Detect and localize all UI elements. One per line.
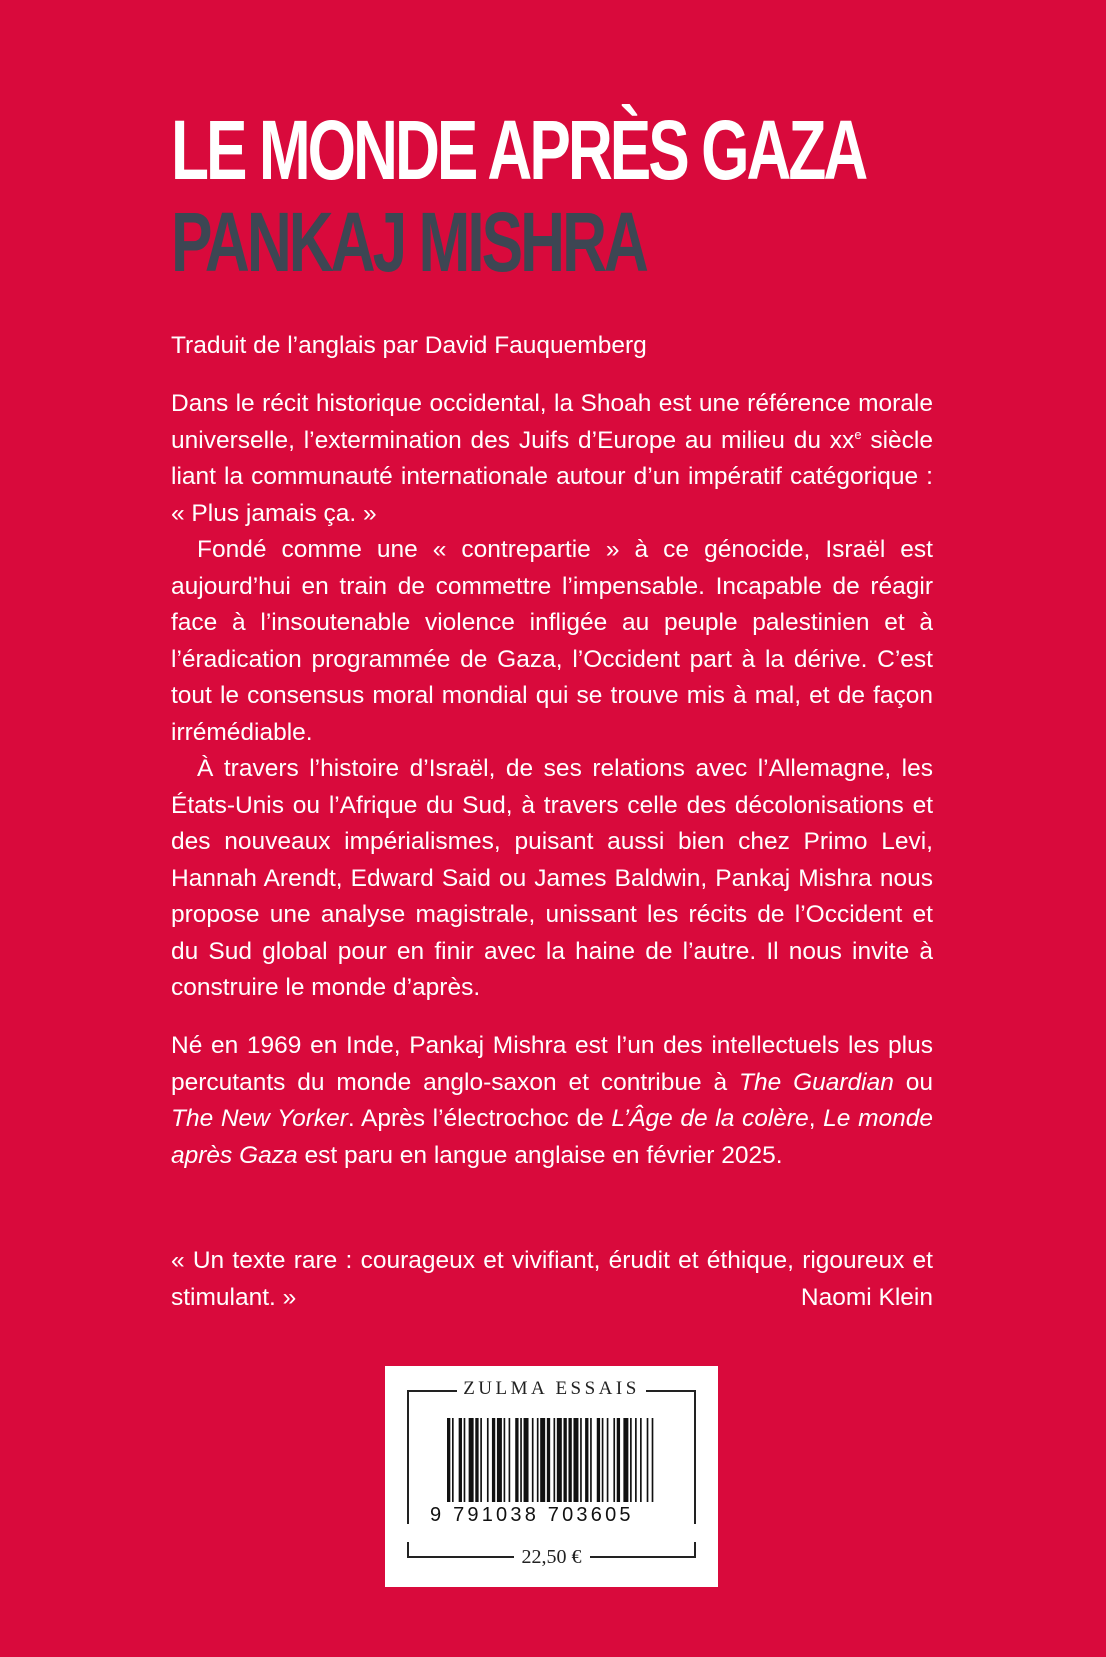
bio-paragraph xyxy=(171,1028,933,1174)
bio-italic-newyorker: The New Yorker xyxy=(171,1105,348,1132)
bio-italic-title: Le monde après Gaza xyxy=(171,1105,933,1169)
barcode-bar xyxy=(515,1418,518,1502)
barcode-bar xyxy=(475,1418,478,1502)
barcode-bar xyxy=(480,1418,482,1502)
bio-text-4: , xyxy=(808,1105,824,1132)
series-text: ZULMA ESSAIS xyxy=(457,1378,646,1399)
author-bio xyxy=(171,1028,933,1174)
century-superscript: e xyxy=(854,426,862,442)
barcode-bar xyxy=(537,1418,539,1502)
barcode-bar xyxy=(613,1418,615,1502)
barcode-bar xyxy=(597,1418,600,1502)
barcode-bar xyxy=(487,1418,489,1502)
barcode-bar xyxy=(464,1418,466,1502)
barcode-bar xyxy=(532,1418,534,1502)
barcode-bar xyxy=(553,1418,555,1502)
barcode-bar xyxy=(557,1418,562,1502)
barcode-bar xyxy=(520,1418,522,1502)
barcode-bar xyxy=(590,1418,592,1502)
press-quote xyxy=(171,1243,933,1316)
bio-italic-age-colere: L’Âge de la colère xyxy=(611,1105,809,1132)
bio-italic-guardian: The Guardian xyxy=(739,1068,894,1096)
barcode-bar xyxy=(585,1418,588,1502)
frame-right-side xyxy=(694,1404,696,1524)
bio-text-2: ou xyxy=(893,1068,934,1096)
summary-p1-part-a: Dans le récit historique occidental, la Shoah est une référence morale universelle, l’extermination des Juifs d’Europe au milieu du xx xyxy=(171,390,933,454)
translator-credit xyxy=(171,328,933,365)
barcode-bar xyxy=(573,1418,578,1502)
barcode-bar xyxy=(447,1418,450,1502)
summary-paragraph-2: Fondé comme une « contrepartie » à ce génocide, Israël est aujourd’hui en train de commettre l’impensable. Incapable de réagir face à l’insoutenable violence infligée au peuple palestinien et à l’éradication programmée de Gaza, l’Occident part à la dérive. C’est tout le consensus moral mondial qui se trouve mis à mal, et de façon irrémédiable. xyxy=(171,536,933,746)
barcode-bar xyxy=(607,1418,609,1502)
bio-text-3: . Après l’électrochoc de xyxy=(347,1105,612,1132)
barcode-label xyxy=(385,1366,718,1587)
barcode-bar xyxy=(540,1418,545,1502)
isbn-number: 9 791038 703605 xyxy=(430,1504,634,1526)
barcode-bar xyxy=(635,1418,637,1502)
barcode-bar xyxy=(524,1418,529,1502)
barcode-bars xyxy=(447,1418,655,1502)
barcode-bar xyxy=(497,1418,502,1502)
frame-left-side xyxy=(407,1404,409,1524)
barcode-bar xyxy=(623,1418,628,1502)
barcode-bar xyxy=(568,1418,571,1502)
summary-paragraph-3: À travers l’histoire d’Israël, de ses relations avec l’Allemagne, les États-Unis ou l’Afrique du Sud, à travers celle des décolonisations et des nouveaux impérialismes, puisant aussi bien chez Primo Levi, Hannah Arendt, Edward Said ou James Baldwin, Pankaj Mishra nous propose une analyse magistrale, unissant les récits de l’Occident et du Sud global pour en finir avec la haine de l’autre. Il nous invite à construire le monde d’après. xyxy=(171,755,933,1001)
translator-line: Traduit de l’anglais par David Fauquemberg xyxy=(171,332,647,359)
barcode-bar xyxy=(469,1418,474,1502)
bio-text-1: Né en 1969 en Inde, Pankaj Mishra est l’un des intellectuels les plus percutants du monde anglo-saxon et contribue à xyxy=(171,1032,933,1096)
price-text: 22,50 € xyxy=(514,1546,590,1568)
barcode-bar xyxy=(509,1418,511,1502)
quote-author: Naomi Klein xyxy=(800,1283,933,1311)
summary-section xyxy=(171,386,933,1007)
barcode-bar xyxy=(630,1418,632,1502)
barcode-bar xyxy=(647,1418,649,1502)
barcode-bar xyxy=(602,1418,604,1502)
barcode-bar xyxy=(547,1418,550,1502)
summary-p1-part-b: siècle liant la communauté internationale autour d’un impératif catégorique : « Plus jamais ça. » xyxy=(171,426,933,527)
barcode-bar xyxy=(563,1418,566,1502)
bio-text-5: est paru en langue anglaise en février 2025. xyxy=(297,1141,783,1169)
barcode-bar xyxy=(617,1418,620,1502)
summary-paragraph-1 xyxy=(171,386,933,532)
quote-text xyxy=(171,1243,933,1316)
quote-body: « Un texte rare : courageux et vivifiant, érudit et éthique, rigoureux et stimulant. » xyxy=(171,1247,933,1311)
book-author: PANKAJ MISHRA xyxy=(171,195,646,289)
barcode-bar xyxy=(640,1418,642,1502)
price-tag xyxy=(385,1546,718,1569)
barcode-bar xyxy=(504,1418,506,1502)
book-title: LE MONDE APRÈS GAZA xyxy=(171,103,866,197)
series-name xyxy=(385,1378,718,1400)
barcode-bar xyxy=(452,1418,454,1502)
barcode-bar xyxy=(459,1418,462,1502)
barcode-bar xyxy=(492,1418,495,1502)
barcode-bar xyxy=(652,1418,654,1502)
barcode-bar xyxy=(580,1418,582,1502)
